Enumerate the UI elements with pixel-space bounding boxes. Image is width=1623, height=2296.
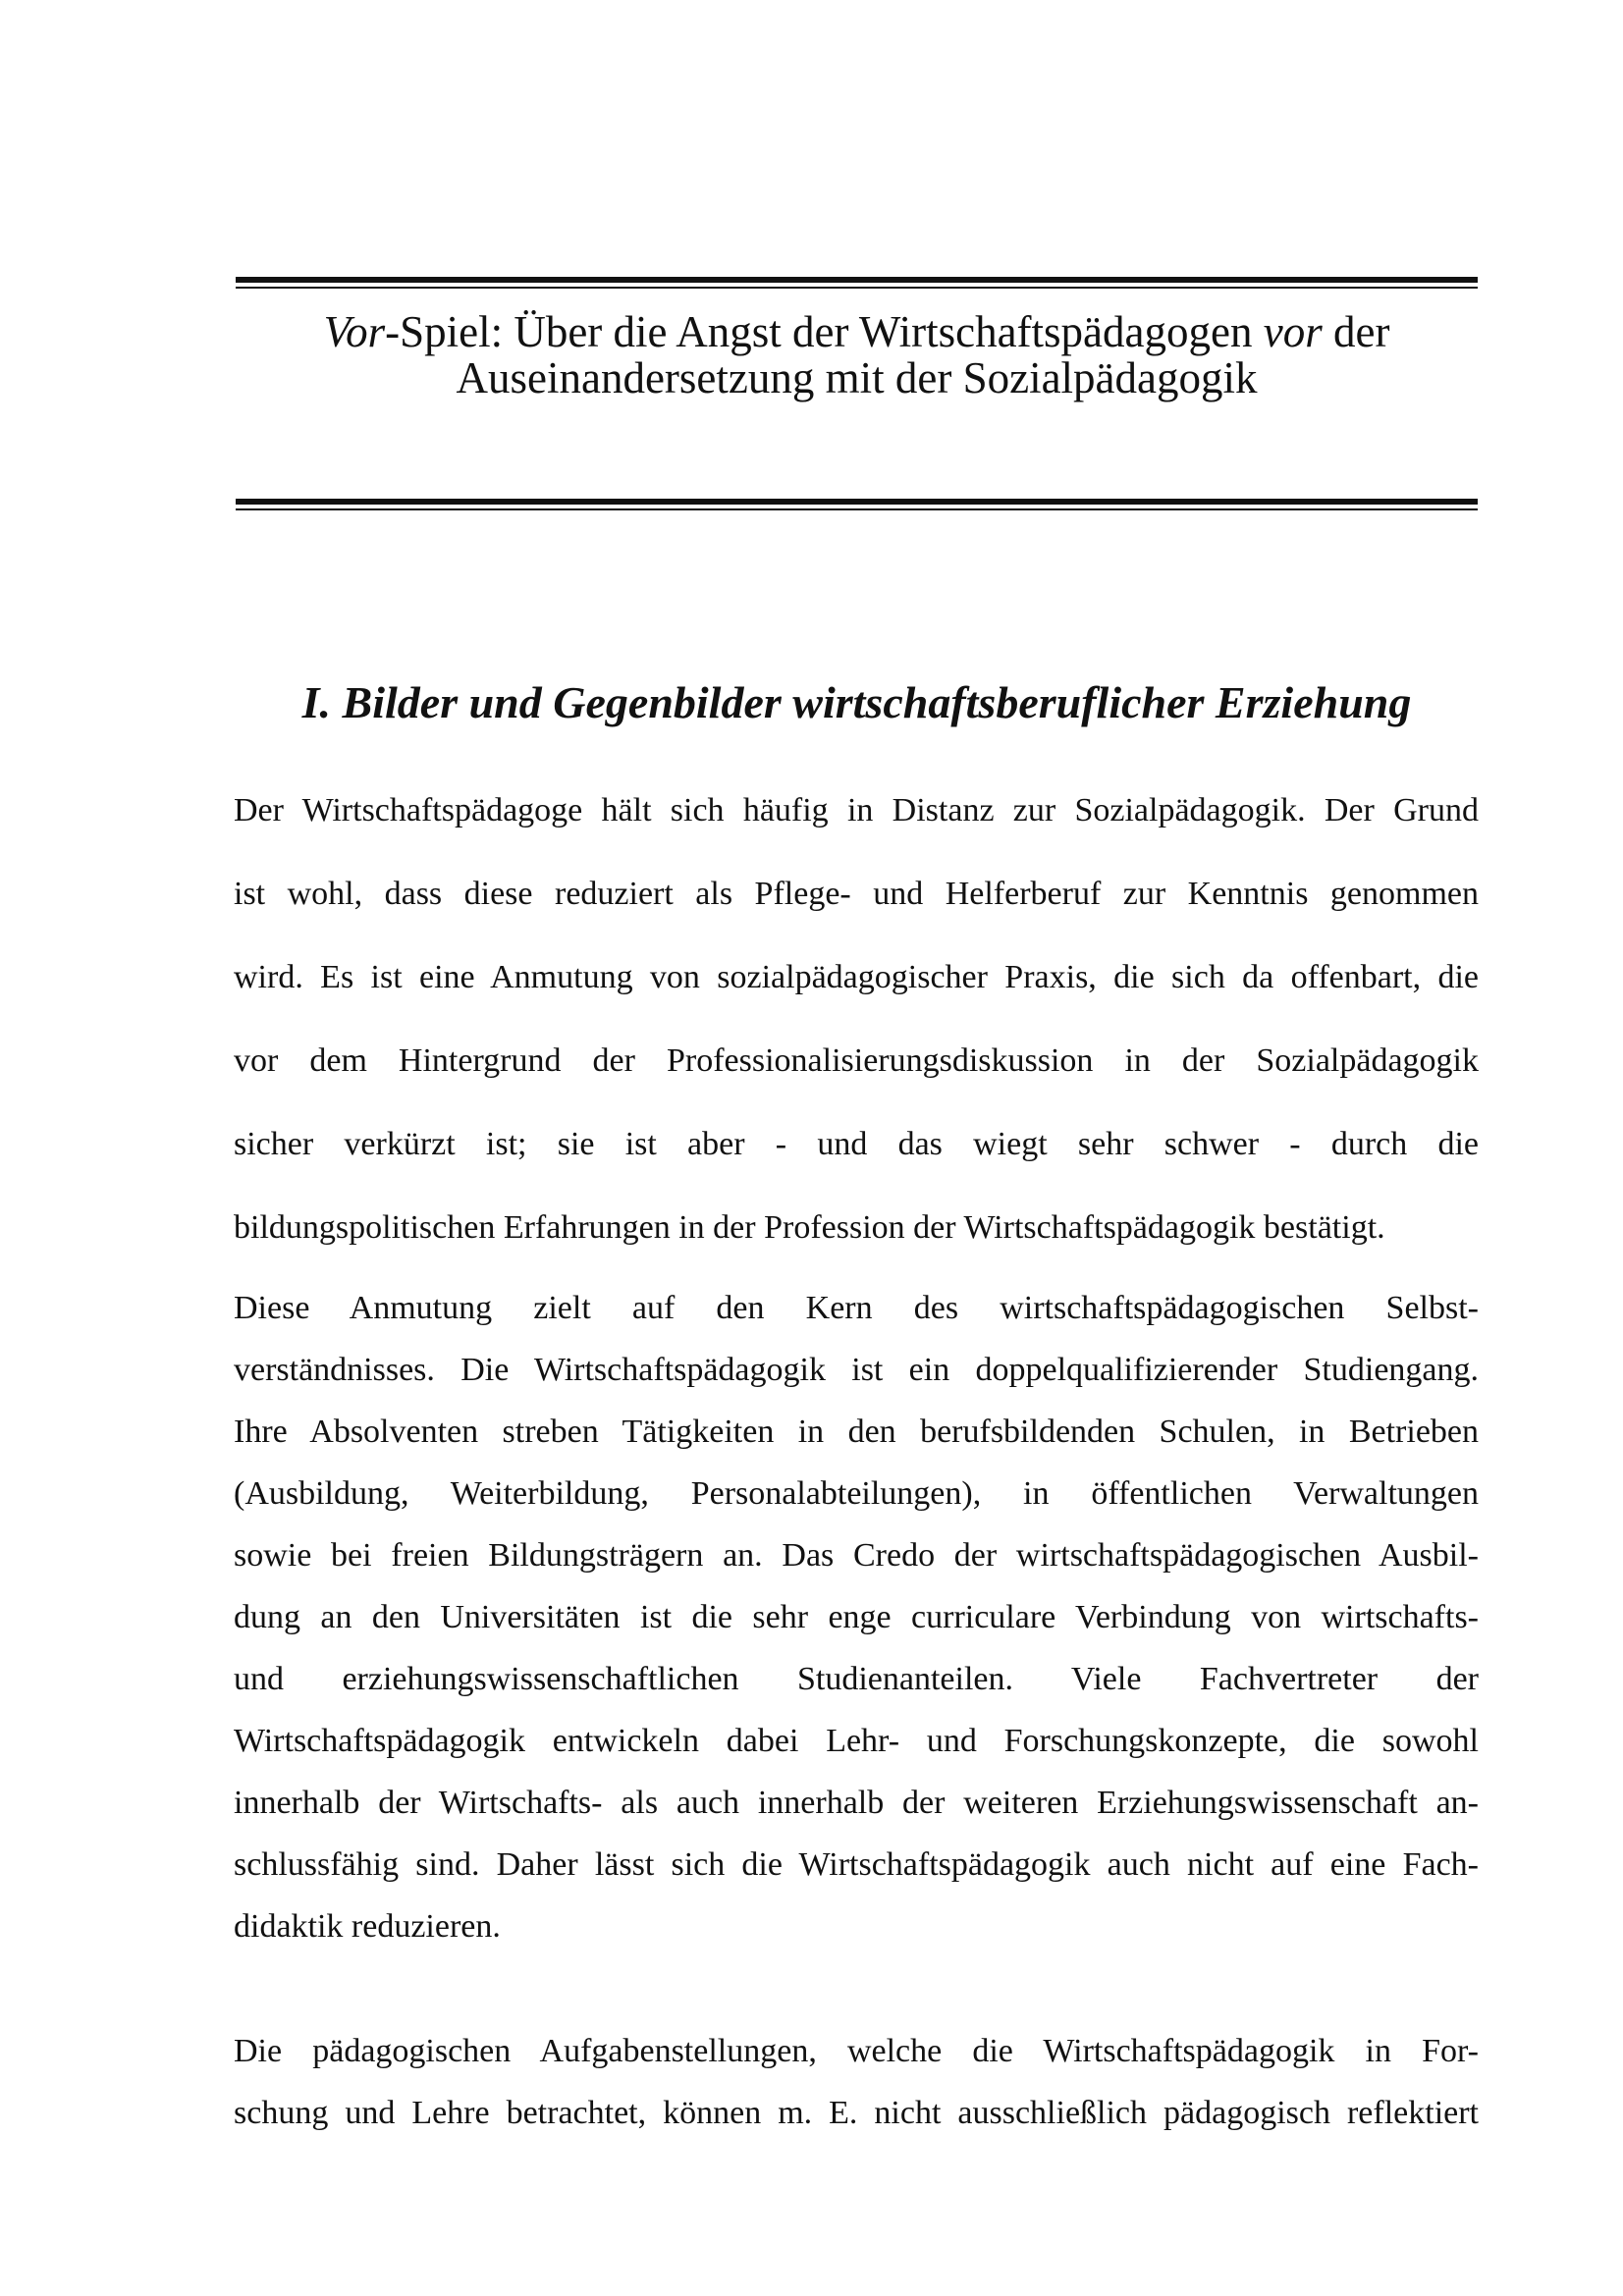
bottom-rule-thick — [236, 499, 1478, 505]
title-italic-prefix: Vor — [323, 307, 386, 356]
title-top-rule — [236, 277, 1478, 289]
bottom-rule-thin — [236, 508, 1478, 510]
paragraph-2 — [234, 1277, 1479, 1957]
top-rule-thick — [236, 277, 1478, 283]
paragraph-line: Diese Anmutung zielt auf den Kern des wirtschaftspädagogischen Selbst- — [234, 1290, 1479, 1326]
paragraph-line: wird. Es ist eine Anmutung von sozialpädagogischer Praxis, die sich da offenbart, die — [234, 959, 1479, 995]
title-italic-word: vor — [1263, 307, 1323, 356]
section-heading: I. Bilder und Gegenbilder wirtschaftsberuflicher Erziehung — [301, 677, 1412, 727]
paragraph-line: vor dem Hintergrund der Professionalisierungsdiskussion in der Sozialpädagogik — [234, 1042, 1479, 1079]
paragraph-1 — [234, 769, 1479, 1269]
paragraph-line: bildungspolitischen Erfahrungen in der Profession der Wirtschaftspädagogik bestätigt. — [234, 1209, 1385, 1246]
paragraph-line: (Ausbildung, Weiterbildung, Personalabteilungen), in öffentlichen Verwaltungen — [234, 1475, 1479, 1512]
paragraph-line: schung und Lehre betrachtet, können m. E. nicht ausschließlich pädagogisch reflektiert — [234, 2095, 1479, 2131]
paragraph-line: Der Wirtschaftspädagoge hält sich häufig in Distanz zur Sozialpädagogik. Der Grund — [234, 792, 1479, 828]
paragraph-line: Ihre Absolventen streben Tätigkeiten in den berufsbildenden Schulen, in Betrieben — [234, 1414, 1479, 1450]
paragraph-line: schlussfähig sind. Daher lässt sich die Wirtschaftspädagogik auch nicht auf eine Fach- — [234, 1846, 1479, 1883]
paragraph-line: innerhalb der Wirtschafts- als auch innerhalb der weiteren Erziehungswissenschaft an- — [234, 1785, 1479, 1821]
title-bottom-rule — [236, 499, 1478, 510]
paragraph-line: Die pädagogischen Aufgabenstellungen, welche die Wirtschaftspädagogik in For- — [234, 2033, 1479, 2069]
title-middle-text: -Spiel: Über die Angst der Wirtschaftspädagogen — [385, 307, 1264, 356]
chapter-title-line-1 — [236, 309, 1478, 355]
paragraph-line: sicher verkürzt ist; sie ist aber - und das wiegt sehr schwer - durch die — [234, 1126, 1479, 1162]
paragraph-line: und erziehungswissenschaftlichen Studienanteilen. Viele Fachvertreter der — [234, 1661, 1479, 1697]
paragraph-line: didaktik reduzieren. — [234, 1908, 501, 1945]
paragraph-line: dung an den Universitäten ist die sehr enge curriculare Verbindung von wirtschafts- — [234, 1599, 1479, 1635]
paragraph-line: verständnisses. Die Wirtschaftspädagogik ist ein doppelqualifizierender Studiengang. — [234, 1352, 1479, 1388]
paragraph-line: ist wohl, dass diese reduziert als Pflege- und Helferberuf zur Kenntnis genommen — [234, 876, 1479, 912]
paragraph-line: Wirtschaftspädagogik entwickeln dabei Lehr- und Forschungskonzepte, die sowohl — [234, 1723, 1479, 1759]
paragraph-3 — [234, 2020, 1479, 2144]
chapter-title — [236, 309, 1478, 401]
paragraph-line: sowie bei freien Bildungsträgern an. Das Credo der wirtschaftspädagogischen Ausbil- — [234, 1537, 1479, 1574]
title-suffix-text: der — [1322, 307, 1390, 356]
chapter-title-line-2: Auseinandersetzung mit der Sozialpädagogik — [456, 353, 1258, 402]
top-rule-thin — [236, 287, 1478, 289]
